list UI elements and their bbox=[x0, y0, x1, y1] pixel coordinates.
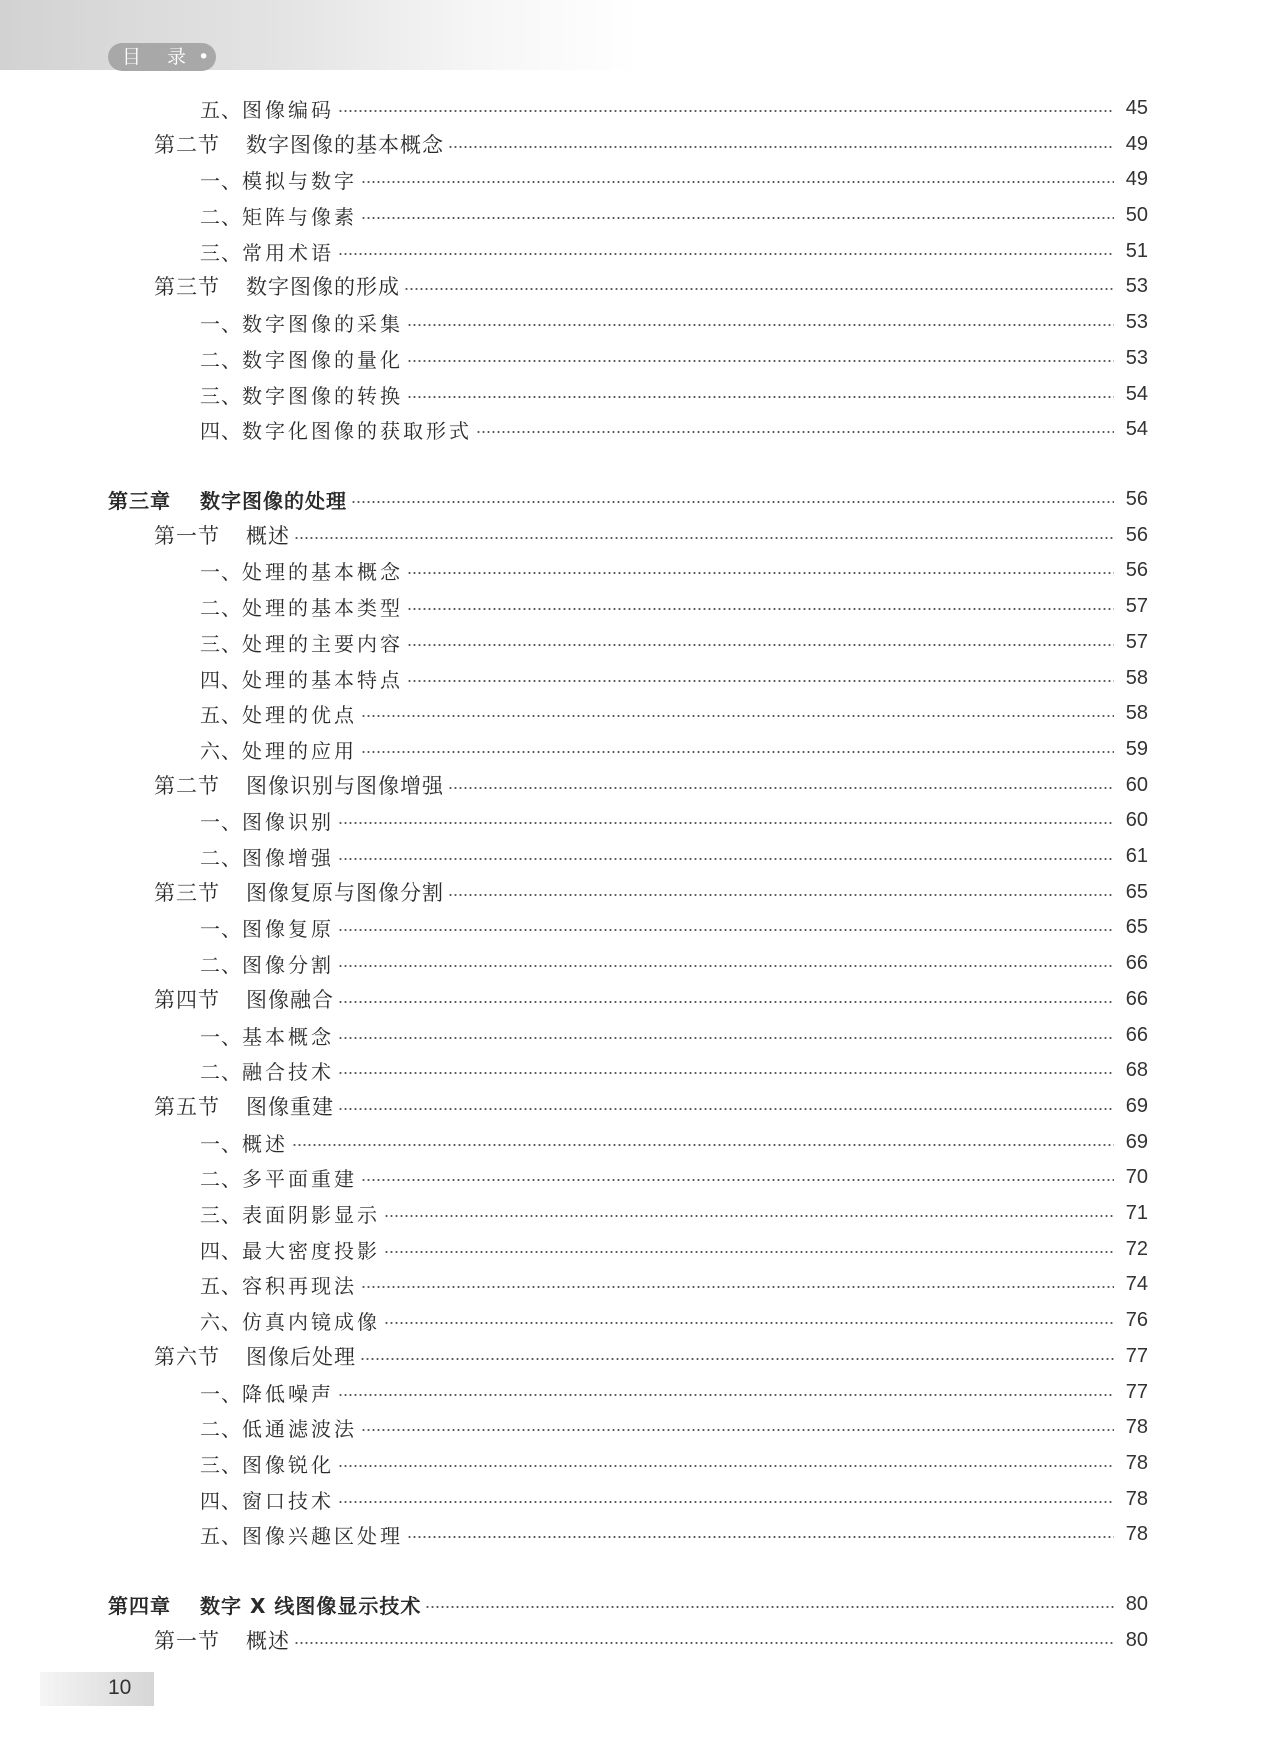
toc-entry-page: 65 bbox=[1125, 915, 1148, 938]
toc-entry[interactable] bbox=[200, 1519, 1148, 1549]
toc-leader-dots bbox=[407, 680, 1114, 682]
toc-entry-title: 处理的基本概念 bbox=[242, 559, 403, 584]
toc-entry-title: 图像兴趣区处理 bbox=[242, 1523, 403, 1548]
toc-leader-dots bbox=[338, 253, 1114, 255]
toc-entry-title: 图像重建 bbox=[246, 1095, 334, 1119]
toc-entry-page: 78 bbox=[1125, 1451, 1148, 1474]
toc-leader-dots bbox=[294, 1642, 1114, 1644]
toc-entry[interactable] bbox=[154, 1625, 1148, 1655]
toc-entry[interactable] bbox=[200, 805, 1148, 835]
toc-entry-title: 概述 bbox=[246, 524, 290, 548]
toc-entry-page: 57 bbox=[1125, 594, 1148, 617]
toc-entry-number: 一、 bbox=[200, 559, 242, 584]
toc-entry[interactable] bbox=[200, 414, 1148, 444]
toc-entry-number: 二、 bbox=[200, 1059, 242, 1084]
toc-entry[interactable] bbox=[200, 591, 1148, 621]
toc-entry-label bbox=[200, 94, 334, 123]
toc-entry-label bbox=[200, 1270, 357, 1299]
toc-leader-dots bbox=[384, 1215, 1114, 1217]
toc-entry-page: 53 bbox=[1125, 274, 1148, 297]
toc-entry[interactable] bbox=[200, 1269, 1148, 1299]
toc-entry-number: 三、 bbox=[200, 631, 242, 656]
toc-leader-dots bbox=[338, 1465, 1114, 1467]
toc-entry-label bbox=[154, 1625, 290, 1655]
toc-entry-number: 六、 bbox=[200, 1309, 242, 1334]
toc-entry-label bbox=[200, 699, 357, 728]
toc-entry-label bbox=[200, 592, 403, 621]
toc-entry-label bbox=[200, 949, 334, 978]
toc-entry[interactable] bbox=[200, 555, 1148, 585]
toc-entry-page: 80 bbox=[1125, 1628, 1148, 1651]
toc-leader-dots bbox=[407, 324, 1114, 326]
toc-entry-title: 低通滤波法 bbox=[242, 1416, 357, 1441]
toc-entry-label bbox=[200, 628, 403, 657]
toc-entry-number: 第三节 bbox=[154, 881, 220, 905]
toc-leader-dots bbox=[407, 572, 1114, 574]
toc-entry[interactable] bbox=[154, 1341, 1148, 1371]
toc-leader-dots bbox=[338, 858, 1114, 860]
header-dot: • bbox=[198, 46, 210, 68]
toc-entry-number: 六、 bbox=[200, 738, 242, 763]
toc-entry-page: 78 bbox=[1125, 1522, 1148, 1545]
toc-entry-title: 处理的主要内容 bbox=[242, 631, 403, 656]
toc-entry-page: 51 bbox=[1125, 239, 1148, 262]
toc-leader-dots bbox=[361, 181, 1114, 183]
toc-leader-dots bbox=[338, 822, 1114, 824]
toc-entry-label bbox=[108, 1590, 421, 1619]
toc-entry-page: 58 bbox=[1125, 701, 1148, 724]
toc-leader-dots bbox=[404, 288, 1114, 290]
toc-entry[interactable] bbox=[200, 734, 1148, 764]
toc-entry-label bbox=[200, 664, 403, 693]
toc-entry-page: 45 bbox=[1125, 96, 1148, 119]
toc-entry-title: 概述 bbox=[246, 1629, 290, 1653]
toc-entry-label bbox=[200, 1128, 288, 1157]
toc-entry[interactable] bbox=[200, 1484, 1148, 1514]
toc-entry-title: 数字图像的处理 bbox=[200, 488, 347, 513]
toc-entry-number: 五、 bbox=[200, 1523, 242, 1548]
toc-entry[interactable] bbox=[200, 1448, 1148, 1478]
toc-entry-title: 图像复原 bbox=[242, 916, 334, 941]
toc-entry[interactable] bbox=[200, 841, 1148, 871]
toc-entry-number: 一、 bbox=[200, 311, 242, 336]
toc-entry-page: 54 bbox=[1125, 417, 1148, 440]
toc-leader-dots bbox=[338, 1394, 1114, 1396]
toc-entry[interactable] bbox=[200, 1198, 1148, 1228]
toc-leader-dots bbox=[338, 1108, 1114, 1110]
toc-entry-number: 二、 bbox=[200, 1166, 242, 1191]
toc-entry-page: 66 bbox=[1125, 951, 1148, 974]
toc-leader-dots bbox=[338, 1037, 1114, 1039]
toc-entry-number: 二、 bbox=[200, 347, 242, 372]
toc-leader-dots bbox=[338, 1072, 1114, 1074]
toc-entry-title: 图像后处理 bbox=[246, 1345, 356, 1369]
toc-entry-title: 仿真内镜成像 bbox=[242, 1309, 380, 1334]
toc-entry-page: 71 bbox=[1125, 1201, 1148, 1224]
toc-entry-page: 69 bbox=[1125, 1094, 1148, 1117]
toc-entry[interactable] bbox=[154, 129, 1148, 159]
toc-entry[interactable] bbox=[200, 164, 1148, 194]
toc-entry-page: 80 bbox=[1125, 1592, 1148, 1615]
toc-entry-page: 53 bbox=[1125, 346, 1148, 369]
toc-entry-number: 三、 bbox=[200, 383, 242, 408]
toc-entry-number: 第二节 bbox=[154, 774, 220, 798]
toc-entry-page: 77 bbox=[1125, 1380, 1148, 1403]
toc-entry-label bbox=[200, 806, 334, 835]
toc-leader-dots bbox=[338, 1501, 1114, 1503]
toc-entry-number: 一、 bbox=[200, 1024, 242, 1049]
toc-entry-page: 66 bbox=[1125, 1023, 1148, 1046]
toc-entry-title: 数字图像的形成 bbox=[246, 275, 400, 299]
toc-entry-title: 多平面重建 bbox=[242, 1166, 357, 1191]
toc-entry-number: 一、 bbox=[200, 916, 242, 941]
toc-entry-number: 第四节 bbox=[154, 988, 220, 1012]
toc-entry-label bbox=[200, 380, 403, 409]
toc-entry-page: 69 bbox=[1125, 1130, 1148, 1153]
toc-entry[interactable] bbox=[200, 1412, 1148, 1442]
toc-entry-title: 数字化图像的获取形式 bbox=[242, 418, 472, 443]
toc-entry-number: 一、 bbox=[200, 809, 242, 834]
toc-entry[interactable] bbox=[154, 520, 1148, 550]
toc-entry-label bbox=[154, 984, 334, 1014]
toc-leader-dots bbox=[407, 644, 1114, 646]
toc-entry-number: 第一节 bbox=[154, 1629, 220, 1653]
toc-entry-page: 78 bbox=[1125, 1415, 1148, 1438]
toc-entry-title: 数字 X 线图像显示技术 bbox=[200, 1593, 422, 1618]
toc-entry-label bbox=[200, 842, 334, 871]
toc-entry[interactable] bbox=[154, 984, 1148, 1014]
toc-entry-label bbox=[200, 1021, 334, 1050]
toc-entry[interactable] bbox=[200, 307, 1148, 337]
toc-entry-number: 四、 bbox=[200, 1238, 242, 1263]
toc-entry-title: 最大密度投影 bbox=[242, 1238, 380, 1263]
toc-entry-title: 矩阵与像素 bbox=[242, 204, 357, 229]
toc-leader-dots bbox=[407, 360, 1114, 362]
toc-entry-number: 二、 bbox=[200, 845, 242, 870]
toc-entry[interactable] bbox=[200, 379, 1148, 409]
toc-entry-page: 76 bbox=[1125, 1308, 1148, 1331]
toc-entry-title: 表面阴影显示 bbox=[242, 1202, 380, 1227]
toc-entry-page: 59 bbox=[1125, 737, 1148, 760]
toc-leader-dots bbox=[361, 1179, 1114, 1181]
toc-entry-label bbox=[154, 129, 444, 159]
toc-entry-number: 三、 bbox=[200, 1452, 242, 1477]
toc-entry-label bbox=[200, 1485, 334, 1514]
toc-leader-dots bbox=[448, 787, 1114, 789]
toc-entry-page: 60 bbox=[1125, 808, 1148, 831]
toc-entry-page: 74 bbox=[1125, 1272, 1148, 1295]
toc-leader-dots bbox=[360, 1358, 1114, 1360]
toc-entry[interactable] bbox=[200, 912, 1148, 942]
toc-entry-number: 三、 bbox=[200, 1202, 242, 1227]
toc-leader-dots bbox=[292, 1144, 1114, 1146]
toc-entry-number: 一、 bbox=[200, 1381, 242, 1406]
toc-entry-title: 数字图像的转换 bbox=[242, 383, 403, 408]
toc-entry-label bbox=[154, 520, 290, 550]
toc-entry-label bbox=[200, 308, 403, 337]
toc-entry[interactable] bbox=[200, 1127, 1148, 1157]
toc-entry-title: 数字图像的量化 bbox=[242, 347, 403, 372]
toc-entry-page: 60 bbox=[1125, 773, 1148, 796]
toc-entry-title: 处理的优点 bbox=[242, 702, 357, 727]
toc-entry-page: 56 bbox=[1125, 523, 1148, 546]
toc-entry[interactable] bbox=[200, 1377, 1148, 1407]
toc-entry-label bbox=[200, 1056, 334, 1085]
toc-entry-title: 图像融合 bbox=[246, 988, 334, 1012]
toc-entry-label bbox=[200, 1378, 334, 1407]
toc-entry-title: 融合技术 bbox=[242, 1059, 334, 1084]
toc-leader-dots bbox=[338, 929, 1114, 931]
toc-entry-title: 处理的基本特点 bbox=[242, 667, 403, 692]
toc-leader-dots bbox=[425, 1606, 1114, 1608]
toc-entry-label bbox=[200, 1520, 403, 1549]
toc-entry-label bbox=[108, 485, 347, 514]
toc-entry-page: 56 bbox=[1125, 558, 1148, 581]
toc-entry-number: 第一节 bbox=[154, 524, 220, 548]
toc-entry-page: 49 bbox=[1125, 167, 1148, 190]
toc-entry-number: 二、 bbox=[200, 1416, 242, 1441]
toc-entry-number: 第三节 bbox=[154, 275, 220, 299]
toc-leader-dots bbox=[361, 1286, 1114, 1288]
toc-entry-title: 图像识别 bbox=[242, 809, 334, 834]
toc-leader-dots bbox=[351, 501, 1114, 503]
toc-entry-label bbox=[200, 913, 334, 942]
toc-entry-number: 三、 bbox=[200, 240, 242, 265]
toc-entry-label bbox=[200, 1449, 334, 1478]
toc-entry-page: 57 bbox=[1125, 630, 1148, 653]
toc-leader-dots bbox=[338, 1001, 1114, 1003]
toc-leader-dots bbox=[448, 146, 1114, 148]
toc-entry-page: 54 bbox=[1125, 382, 1148, 405]
toc-entry-number: 二、 bbox=[200, 595, 242, 620]
toc-leader-dots bbox=[361, 1429, 1114, 1431]
toc-entry-page: 65 bbox=[1125, 880, 1148, 903]
toc-entry[interactable] bbox=[154, 770, 1148, 800]
toc-entry-label bbox=[200, 1413, 357, 1442]
toc-entry-number: 四、 bbox=[200, 667, 242, 692]
toc-entry-title: 数字图像的采集 bbox=[242, 311, 403, 336]
toc-entry-label bbox=[200, 415, 472, 444]
toc-entry-number: 五、 bbox=[200, 702, 242, 727]
toc-leader-dots bbox=[448, 894, 1114, 896]
toc-entry-label bbox=[154, 770, 444, 800]
toc-entry-label bbox=[200, 1306, 380, 1335]
toc-entry[interactable] bbox=[154, 1091, 1148, 1121]
toc-entry-title: 窗口技术 bbox=[242, 1488, 334, 1513]
toc-entry[interactable] bbox=[200, 93, 1148, 123]
toc-entry[interactable] bbox=[200, 1234, 1148, 1264]
header-label: 目 录 bbox=[122, 46, 197, 68]
toc-entry-title: 图像识别与图像增强 bbox=[246, 774, 444, 798]
toc-entry-page: 70 bbox=[1125, 1165, 1148, 1188]
toc-entry-label bbox=[200, 1235, 380, 1264]
toc-entry[interactable] bbox=[200, 200, 1148, 230]
toc-entry-page: 72 bbox=[1125, 1237, 1148, 1260]
toc-entry-title: 图像锐化 bbox=[242, 1452, 334, 1477]
toc-entry-title: 模拟与数字 bbox=[242, 168, 357, 193]
toc-leader-dots bbox=[384, 1251, 1114, 1253]
toc-entry[interactable] bbox=[200, 627, 1148, 657]
toc-leader-dots bbox=[338, 110, 1114, 112]
toc-leader-dots bbox=[407, 1536, 1114, 1538]
toc-entry[interactable] bbox=[154, 271, 1148, 301]
toc-entry-number: 第三章 bbox=[108, 488, 171, 513]
footer-band bbox=[40, 1672, 154, 1706]
toc-entry-page: 58 bbox=[1125, 666, 1148, 689]
page-number: 10 bbox=[108, 1676, 132, 1699]
toc-entry-page: 77 bbox=[1125, 1344, 1148, 1367]
toc-entry[interactable] bbox=[200, 663, 1148, 693]
toc-entry-page: 78 bbox=[1125, 1487, 1148, 1510]
toc-entry[interactable] bbox=[108, 484, 1148, 514]
toc-entry-number: 一、 bbox=[200, 1131, 242, 1156]
toc-entry-label bbox=[200, 556, 403, 585]
toc-entry-label bbox=[200, 165, 357, 194]
toc-leader-dots bbox=[338, 965, 1114, 967]
toc-entry-title: 常用术语 bbox=[242, 240, 334, 265]
toc-entry-page: 53 bbox=[1125, 310, 1148, 333]
toc-entry-number: 一、 bbox=[200, 168, 242, 193]
toc-entry-title: 容积再现法 bbox=[242, 1273, 357, 1298]
toc-entry[interactable] bbox=[200, 343, 1148, 373]
toc-leader-dots bbox=[407, 608, 1114, 610]
toc-entry-number: 二、 bbox=[200, 952, 242, 977]
toc-entry[interactable] bbox=[200, 1162, 1148, 1192]
toc-leader-dots bbox=[294, 537, 1114, 539]
toc-entry-page: 49 bbox=[1125, 132, 1148, 155]
toc-entry-page: 68 bbox=[1125, 1058, 1148, 1081]
toc-entry-number: 四、 bbox=[200, 418, 242, 443]
toc-leader-dots bbox=[361, 715, 1114, 717]
toc-entry-title: 图像分割 bbox=[242, 952, 334, 977]
toc-entry-title: 概述 bbox=[242, 1131, 288, 1156]
toc-entry-number: 二、 bbox=[200, 204, 242, 229]
toc-entry-label bbox=[154, 271, 400, 301]
toc-entry[interactable] bbox=[200, 1020, 1148, 1050]
toc-entry-title: 图像编码 bbox=[242, 97, 334, 122]
toc-entry-number: 第二节 bbox=[154, 133, 220, 157]
toc-entry-label bbox=[200, 1163, 357, 1192]
toc-leader-dots bbox=[407, 396, 1114, 398]
toc-entry-title: 数字图像的基本概念 bbox=[246, 133, 444, 157]
toc-leader-dots bbox=[476, 431, 1114, 433]
toc-entry-number: 第四章 bbox=[108, 1593, 171, 1618]
toc-entry[interactable] bbox=[154, 877, 1148, 907]
toc-entry-label bbox=[154, 1091, 334, 1121]
toc-entry-page: 66 bbox=[1125, 987, 1148, 1010]
toc-entry[interactable] bbox=[200, 236, 1148, 266]
toc-entry-title: 降低噪声 bbox=[242, 1381, 334, 1406]
toc-entry-label bbox=[200, 735, 357, 764]
toc-entry-number: 五、 bbox=[200, 1273, 242, 1298]
toc-entry[interactable] bbox=[200, 948, 1148, 978]
toc-entry-label bbox=[200, 201, 357, 230]
toc-entry-title: 处理的基本类型 bbox=[242, 595, 403, 620]
toc-entry-page: 61 bbox=[1125, 844, 1148, 867]
toc-leader-dots bbox=[361, 751, 1114, 753]
toc-entry-number: 第五节 bbox=[154, 1095, 220, 1119]
toc-entry-title: 图像增强 bbox=[242, 845, 334, 870]
toc-entry-label bbox=[200, 1199, 380, 1228]
toc-entry-label bbox=[154, 877, 444, 907]
toc-entry-number: 四、 bbox=[200, 1488, 242, 1513]
toc-entry[interactable] bbox=[200, 1055, 1148, 1085]
toc-entry-page: 56 bbox=[1125, 487, 1148, 510]
toc-leader-dots bbox=[384, 1322, 1114, 1324]
toc-leader-dots bbox=[361, 217, 1114, 219]
toc-entry-number: 第六节 bbox=[154, 1345, 220, 1369]
toc-entry[interactable] bbox=[108, 1589, 1148, 1619]
toc-entry-page: 50 bbox=[1125, 203, 1148, 226]
toc-entry-label bbox=[154, 1341, 356, 1371]
toc-entry[interactable] bbox=[200, 698, 1148, 728]
toc-entry-number: 五、 bbox=[200, 97, 242, 122]
toc-entry-title: 基本概念 bbox=[242, 1024, 334, 1049]
toc-entry-title: 处理的应用 bbox=[242, 738, 357, 763]
toc-entry-label bbox=[200, 237, 334, 266]
toc-entry[interactable] bbox=[200, 1305, 1148, 1335]
toc-entry-title: 图像复原与图像分割 bbox=[246, 881, 444, 905]
toc-entry-label bbox=[200, 344, 403, 373]
